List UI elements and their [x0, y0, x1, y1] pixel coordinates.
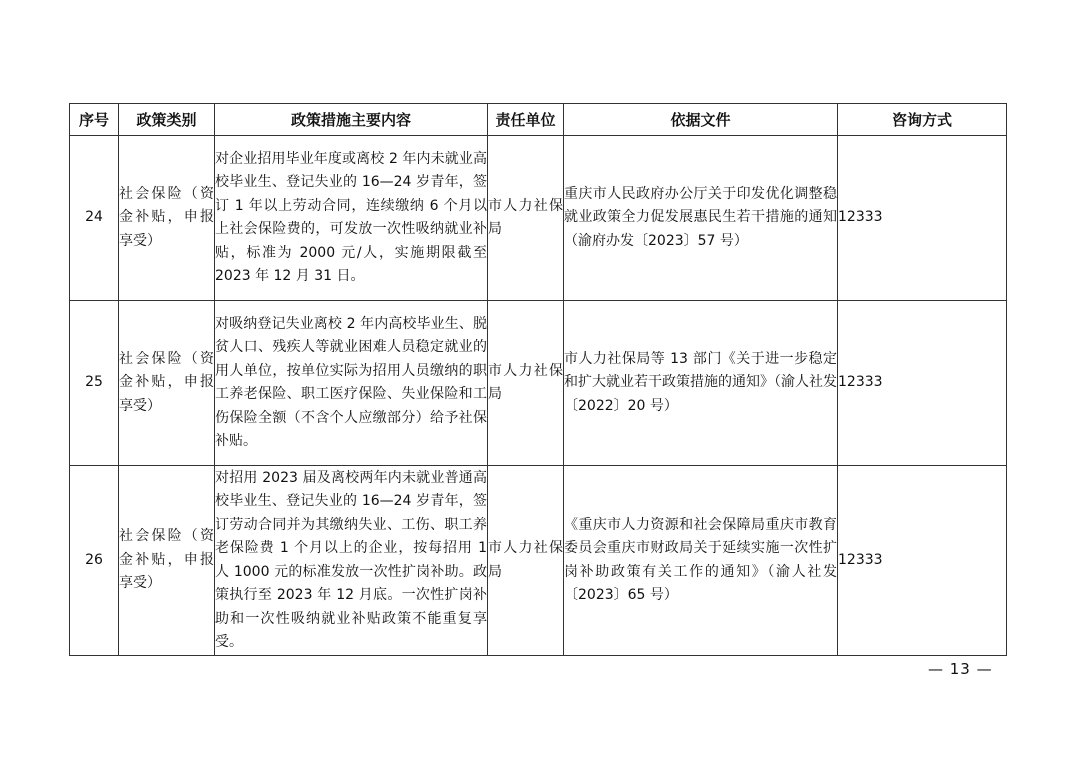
basis-document-cell: 《重庆市人力资源和社会保障局重庆市教育委员会重庆市财政局关于延续实施一次性扩岗补助政策有关工作的通知》（渝人社发〔2023〕65 号） [564, 466, 838, 656]
header-contact-method: 咨询方式 [838, 104, 1007, 136]
policy-content-cell: 对吸纳登记失业离校 2 年内高校毕业生、脱贫人口、残疾人等就业困难人员稳定就业的用人单位，按单位实际为招用人员缴纳的职工养老保险、职工医疗保险、失业保险和工伤保险全额（不含个人应缴部分）给予社保补贴。 [215, 301, 488, 466]
header-responsible-unit: 责任单位 [488, 104, 564, 136]
policy-category-cell: 社会保险（资金补贴，申报享受） [119, 136, 215, 301]
header-policy-category: 政策类别 [119, 104, 215, 136]
table-row [70, 301, 1007, 466]
serial-number-cell: 25 [70, 301, 119, 466]
table-header-row [70, 104, 1007, 136]
contact-cell: 12333 [838, 301, 1007, 466]
header-basis-document: 依据文件 [564, 104, 838, 136]
basis-document-cell: 市人力社保局等 13 部门《关于进一步稳定和扩大就业若干政策措施的通知》（渝人社发〔2022〕20 号） [564, 301, 838, 466]
serial-number-cell: 26 [70, 466, 119, 656]
contact-cell: 12333 [838, 136, 1007, 301]
responsible-unit-cell: 市人力社保局 [488, 301, 564, 466]
serial-number-cell: 24 [70, 136, 119, 301]
policy-category-cell: 社会保险（资金补贴，申报享受） [119, 301, 215, 466]
responsible-unit-cell: 市人力社保局 [488, 466, 564, 656]
responsible-unit-cell: 市人力社保局 [488, 136, 564, 301]
policy-category-cell: 社会保险（资金补贴，申报享受） [119, 466, 215, 656]
table-row [70, 136, 1007, 301]
page-number: — 13 — [928, 660, 993, 678]
basis-document-cell: 重庆市人民政府办公厅关于印发优化调整稳就业政策全力促发展惠民生若干措施的通知（渝府办发〔2023〕57 号） [564, 136, 838, 301]
policy-table [69, 103, 1007, 656]
contact-cell: 12333 [838, 466, 1007, 656]
policy-content-cell: 对企业招用毕业年度或离校 2 年内未就业高校毕业生、登记失业的 16—24 岁青年，签订 1 年以上劳动合同，连续缴纳 6 个月以上社会保险费的，可发放一次性吸纳就业补贴，标准为 2000 元/人，实施期限截至 2023 年 12 月 31 日。 [215, 136, 488, 301]
table-row [70, 466, 1007, 656]
policy-content-cell: 对招用 2023 届及离校两年内未就业普通高校毕业生、登记失业的 16—24 岁青年，签订劳动合同并为其缴纳失业、工伤、职工养老保险费 1 个月以上的企业，按每招用 1 人 1000 元的标准发放一次性扩岗补助。政策执行至 2023 年 12 月底。一次性扩岗补助和一次性吸纳就业补贴政策不能重复享受。 [215, 466, 488, 656]
header-policy-content: 政策措施主要内容 [215, 104, 488, 136]
header-serial-number: 序号 [70, 104, 119, 136]
